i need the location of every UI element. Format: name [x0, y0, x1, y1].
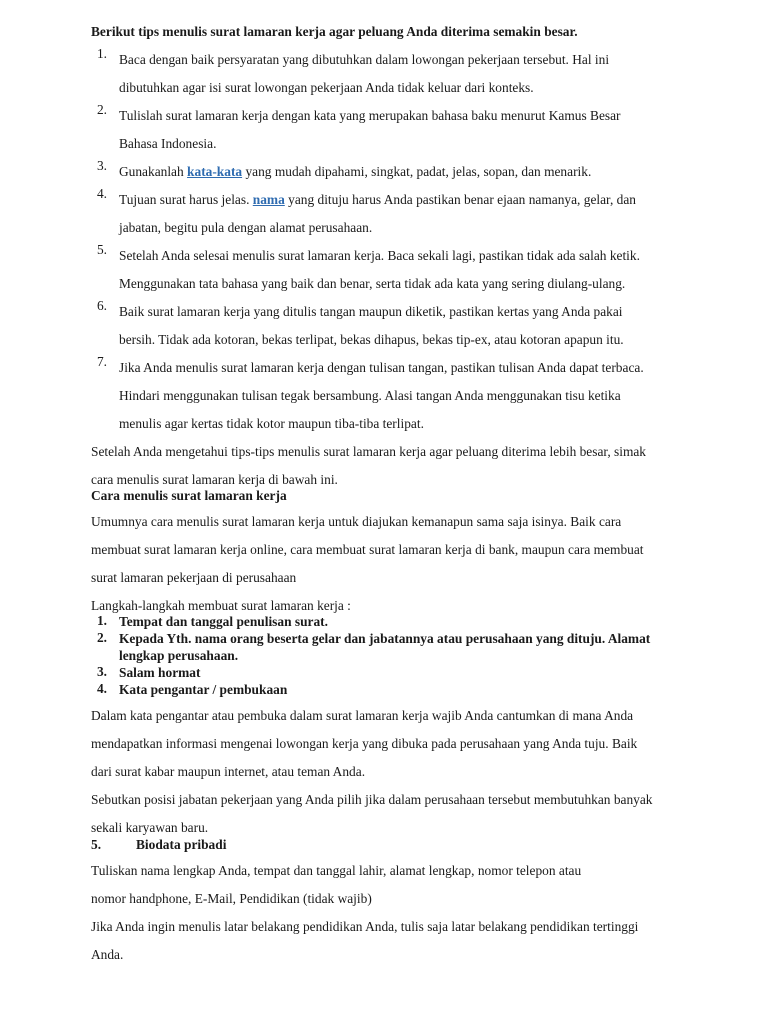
list-number: 2.	[96, 630, 107, 645]
tip-item: 4. Tujuan surat harus jelas. nama yang dituju harus Anda pastikan benar ejaan namanya, gelar, dan jabatan, begitu pula dengan alamat perusahaan.	[91, 186, 691, 242]
kata-kata-link[interactable]: kata-kata	[187, 164, 243, 179]
list-number: 5.	[96, 242, 107, 257]
list-number: 7.	[96, 354, 107, 369]
list-number: 3.	[96, 664, 107, 679]
tip-item: 2. Tulislah surat lamaran kerja dengan kata yang merupakan bahasa baku menurut Kamus Besar Bahasa Indonesia.	[91, 102, 691, 158]
biodata-heading: 5. Biodata pribadi	[91, 837, 227, 852]
after-tips-paragraph: Setelah Anda mengetahui tips-tips menulis surat lamaran kerja agar peluang diterima lebih besar, simak cara menulis surat lamaran kerja di bawah ini.	[91, 444, 647, 487]
steps-list	[91, 613, 691, 698]
section-heading: Cara menulis surat lamaran kerja	[91, 488, 287, 503]
steps-intro: Langkah-langkah membuat surat lamaran kerja :	[91, 598, 351, 613]
list-number: 1.	[96, 46, 107, 61]
tip-item: 1. Baca dengan baik persyaratan yang dibutuhkan dalam lowongan pekerjaan tersebut. Hal ini dibutuhkan agar isi surat lowongan pekerjaan Anda tidak keluar dari konteks.	[91, 46, 691, 102]
tip-item: 7. Jika Anda menulis surat lamaran kerja dengan tulisan tangan, pastikan tulisan Anda dapat terbaca. Hindari menggunakan tulisan tegak bersambung. Alasi tangan Anda menggunakan tisu ketika menulis agar kertas tidak kotor maupun tiba-tiba terlipat.	[91, 354, 691, 438]
tip-item: 3. Gunakanlah kata-kata yang mudah dipahami, singkat, padat, jelas, sopan, dan menarik.	[91, 158, 691, 186]
nama-link[interactable]: nama	[252, 192, 285, 207]
tips-list	[91, 46, 691, 438]
list-number: 2.	[96, 102, 107, 117]
step-item: 4. Kata pengantar / pembukaan	[91, 681, 691, 698]
section-paragraph: Umumnya cara menulis surat lamaran kerja untuk diajukan kemanapun sama saja isinya. Baik cara membuat surat lamaran kerja online, cara membuat surat lamaran kerja di bank, maupun cara membuat surat lamaran pekerjaan di perusahaan	[91, 514, 644, 585]
biodata-paragraph: Tuliskan nama lengkap Anda, tempat dan tanggal lahir, alamat lengkap, nomor telepon atau nomor handphone, E-Mail, Pendidikan (tidak wajib)	[91, 863, 582, 906]
step-item: 2. Kepada Yth. nama orang beserta gelar dan jabatannya atau perusahaan yang dituju. Alamat lengkap perusahaan.	[91, 630, 691, 664]
list-number: 4.	[96, 681, 107, 696]
intro-heading: Berikut tips menulis surat lamaran kerja agar peluang Anda diterima semakin besar.	[91, 24, 578, 39]
list-number: 5.	[91, 837, 102, 852]
list-number: 6.	[96, 298, 107, 313]
list-number: 1.	[96, 613, 107, 628]
step-item: 1. Tempat dan tanggal penulisan surat.	[91, 613, 691, 630]
tip-item: 6. Baik surat lamaran kerja yang ditulis tangan maupun diketik, pastikan kertas yang Anda pakai bersih. Tidak ada kotoran, bekas terlipat, bekas dihapus, bekas tip-ex, atau kotoran apapun itu.	[91, 298, 691, 354]
opening-paragraph: Dalam kata pengantar atau pembuka dalam surat lamaran kerja wajib Anda cantumkan di mana Anda mendapatkan informasi mengenai lowongan kerja yang dibuka pada perusahaan yang Anda tuju. Baik dari surat kabar maupun internet, atau teman Anda.	[91, 708, 638, 779]
tip-item: 5. Setelah Anda selesai menulis surat lamaran kerja. Baca sekali lagi, pastikan tidak ada salah ketik. Menggunakan tata bahasa yang baik dan benar, serta tidak ada kata yang sering diulang-ulang.	[91, 242, 691, 298]
education-paragraph: Jika Anda ingin menulis latar belakang pendidikan Anda, tulis saja latar belakang pendidikan tertinggi Anda.	[91, 919, 639, 962]
step-item: 3. Salam hormat	[91, 664, 691, 681]
list-number: 4.	[96, 186, 107, 201]
position-paragraph: Sebutkan posisi jabatan pekerjaan yang Anda pilih jika dalam perusahaan tersebut membutuhkan banyak sekali karyawan baru.	[91, 792, 653, 835]
list-number: 3.	[96, 158, 107, 173]
